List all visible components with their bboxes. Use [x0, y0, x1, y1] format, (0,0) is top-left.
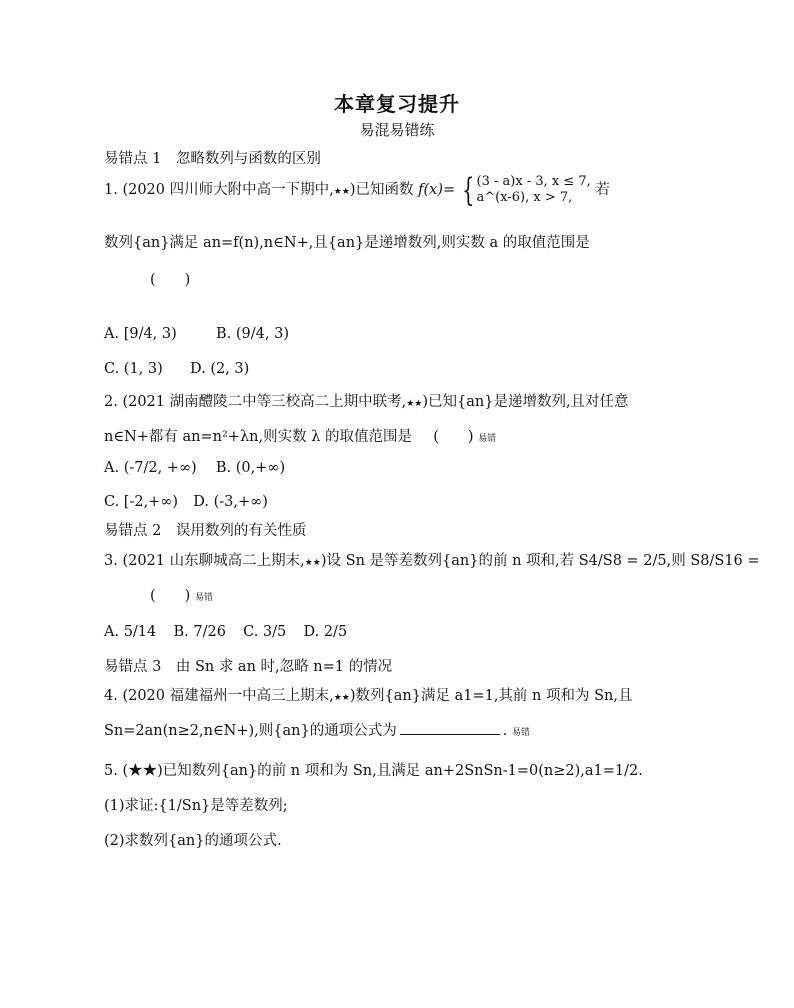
difficulty-stars-icon: ★★	[333, 693, 350, 703]
tag-label: 易错	[478, 434, 497, 444]
question-5-part-1: (1)求证:{1/Sn}是等差数列;	[104, 798, 288, 814]
question-3-stem: )设 Sn 是等差数列{an}的前 n 项和,若 S4/S8 = 2/5,则 S8/S16 =	[320, 553, 760, 569]
tag-label: 易错	[511, 728, 530, 738]
question-4-line-1	[104, 684, 632, 705]
tag-label: 易错	[194, 593, 213, 603]
function-label: f(x)=	[418, 182, 456, 198]
section-heading-3: 易错点 3 由 Sn 求 an 时,忽略 n=1 的情况	[104, 659, 393, 675]
option-b: B. (0,+∞)	[215, 460, 286, 476]
question-1-options-row-1	[104, 326, 289, 342]
section-heading-1: 易错点 1 忽略数列与函数的区别	[104, 151, 321, 167]
difficulty-stars-icon: ★★	[333, 187, 350, 197]
piecewise-case-2: a^(x-6), x > 7,	[476, 190, 573, 205]
question-3-line-1	[104, 549, 760, 570]
question-2-answer-paren: ( )	[433, 429, 474, 445]
question-2-source: 2. (2021 湖南醴陵二中等三校高二上期中联考,	[104, 394, 407, 410]
piecewise-case-1: (3 - a)x - 3, x ≤ 7,	[476, 174, 591, 189]
section-heading-2: 易错点 2 误用数列的有关性质	[104, 523, 307, 539]
question-3-answer-line	[150, 584, 213, 605]
question-5-line-1: 5. (★★)已知数列{an}的前 n 项和为 Sn,且满足 an+2SnSn-1=0(n≥2),a1=1/2.	[104, 763, 643, 779]
question-1-line-1	[104, 171, 610, 209]
option-b: B. 7/26	[173, 624, 226, 640]
piecewise-function	[458, 171, 591, 209]
option-c: C. (1, 3)	[104, 361, 163, 377]
answer-blank[interactable]	[400, 722, 500, 735]
question-5-part-2: (2)求数列{an}的通项公式.	[104, 833, 282, 849]
option-c: C. [-2,+∞)	[104, 494, 179, 510]
question-1-lead: )已知函数	[349, 182, 414, 198]
option-b: B. (9/4, 3)	[216, 326, 289, 342]
option-d: D. (2, 3)	[190, 361, 250, 377]
option-c: C. 3/5	[243, 624, 287, 640]
question-3-options	[104, 624, 347, 640]
question-1-options-row-2	[104, 361, 249, 377]
question-4-source: 4. (2020 福建福州一中高三上期末,	[104, 688, 334, 704]
question-4-end: .	[502, 723, 508, 739]
difficulty-stars-icon: ★★	[406, 399, 423, 409]
question-3-source: 3. (2021 山东聊城高二上期末,	[104, 553, 305, 569]
question-2-line-1	[104, 390, 629, 411]
question-4-line-2	[104, 719, 530, 740]
question-3-answer-paren: ( )	[150, 588, 191, 604]
question-1-tail: 若	[595, 182, 610, 198]
question-4-prompt: Sn=2an(n≥2,n∈N+),则{an}的通项公式为	[104, 723, 397, 739]
brace-icon: {	[462, 171, 475, 209]
question-1-answer-paren: ( )	[150, 272, 191, 288]
question-2-lead: )已知{an}是递增数列,且对任意	[422, 394, 629, 410]
option-d: D. 2/5	[303, 624, 348, 640]
page-subtitle: 易混易错练	[359, 121, 435, 139]
option-a: A. [9/4, 3)	[104, 326, 177, 342]
question-2-stem: n∈N+都有 an=n²+λn,则实数 λ 的取值范围是	[104, 429, 412, 445]
question-1-source: 1. (2020 四川师大附中高一下期中,	[104, 182, 334, 198]
question-1-line-2: 数列{an}满足 an=f(n),n∈N+,且{an}是递增数列,则实数 a 的取值范围是	[104, 235, 590, 251]
question-2-options-row-2	[104, 494, 268, 510]
option-d: D. (-3,+∞)	[193, 494, 268, 510]
question-2-options-row-1	[104, 460, 285, 476]
question-2-line-2	[104, 425, 496, 446]
difficulty-stars-icon: ★★	[304, 558, 321, 568]
option-a: A. (-7/2, +∞)	[104, 460, 197, 476]
page-title: 本章复习提升	[334, 92, 460, 116]
question-4-stem: )数列{an}满足 a1=1,其前 n 项和为 Sn,且	[349, 688, 633, 704]
option-a: A. 5/14	[104, 624, 157, 640]
